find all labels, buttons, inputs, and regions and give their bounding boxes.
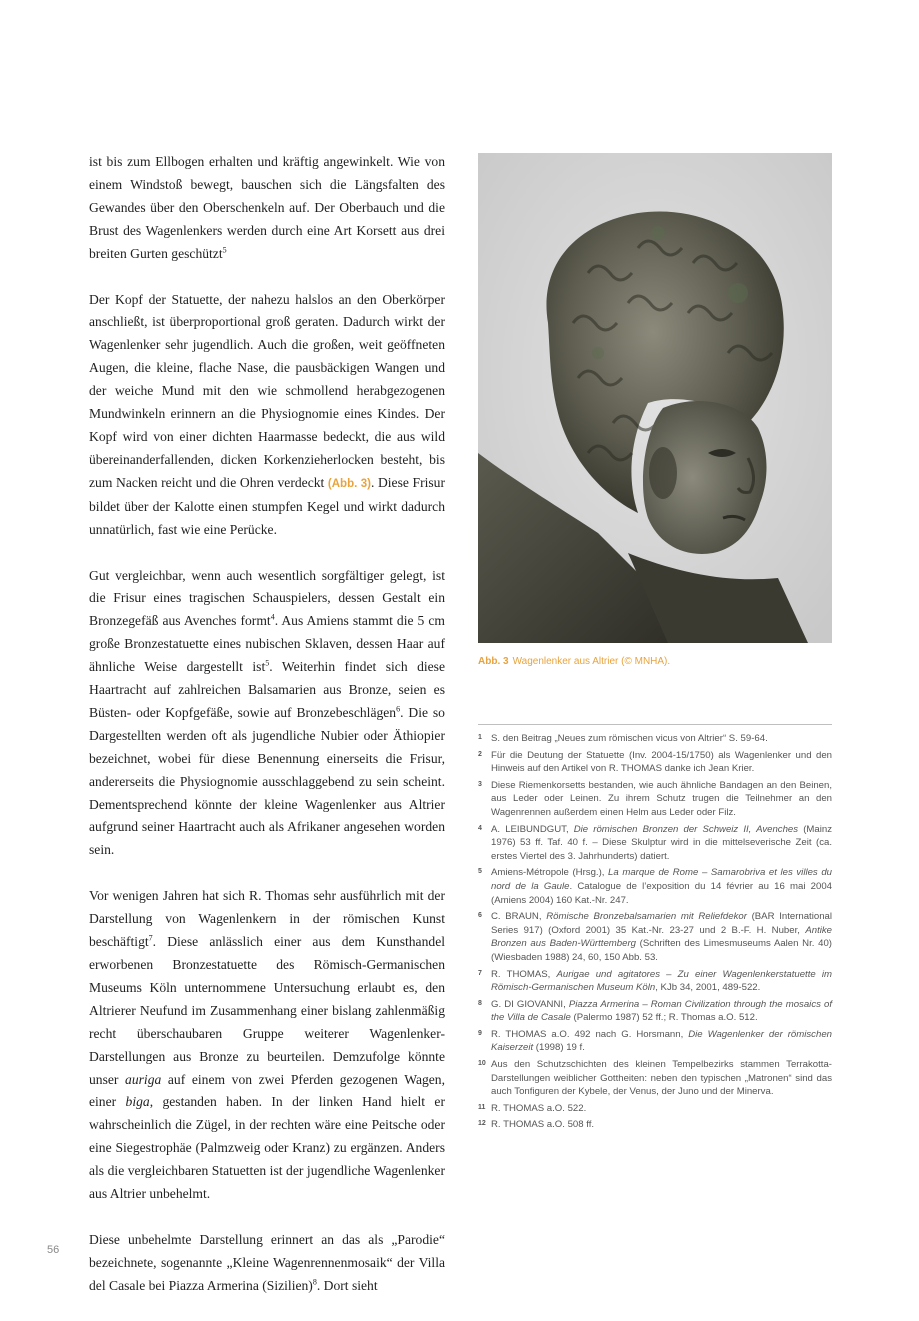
footnote-item: 9 R. THOMAS a.O. 492 nach G. Horsmann, Die Wagenlenker der römischen Kaiserzeit (1998) 19 f. (478, 1028, 832, 1054)
footnote-item: 4 A. LEIBUNDGUT, Die römischen Bronzen der Schweiz II, Avenches (Mainz 1976) 53 ff. Taf. 40 f. – Diese Skulptur wird in die mittelseverische Zeit (ca. erstes Viertel des 3. Jahrhunderts) datiert. (478, 823, 832, 862)
figure-ref-link[interactable]: (Abb. 3) (327, 477, 371, 490)
paragraph-2: Der Kopf der Statuette, der nahezu halslos an den Oberkörper anschließt, ist überproportional groß geraten. Dadurch wirkt der Wagenlenker sehr jugendlich. Auch die großen, weit geöffneten Augen, die kleine, flache Nase, die pausbäckigen Wangen und der weiche Mund mit den wie schmollend herabgezogenen Mundwinkeln erinnern an die Physiognomie eines Kindes. Der Kopf wird von einer dichten Haarmasse bedeckt, die aus wild übereinanderfallenden, dicken Korkenzieherlocken besteht, bis zum Nacken reicht und die Ohren verdeckt (Abb. 3). Diese Frisur bildet über der Kalotte einen stumpfen Kegel und wirkt dadurch unnatürlich, fast wie eine Perücke. (89, 291, 445, 537)
figure-photo-charioteer (478, 153, 832, 643)
footnote-ref[interactable]: 4 (270, 612, 275, 622)
footnote-ref[interactable]: 5 (265, 658, 270, 668)
footnote-item: 7 R. THOMAS, Aurigae und agitatores – Zu einer Wagenlenkerstatuette im Römisch-Germanischen Museum Köln, KJb 34, 2001, 489-522. (478, 968, 832, 994)
footnote-ref[interactable]: 5 (222, 245, 227, 255)
paragraph-3: Gut vergleichbar, wenn auch wesentlich sorgfältiger gelegt, ist die Frisur eines tragischen Schauspielers, dessen Gestalt ein Bronzegefäß aus Avenches formt$^4$. Aus Amiens stammt die 5 cm große Bronzestatuette eines nubischen Sklaven, dessen Haar auf ähnliche Weise dargestellt ist$^5$. Weiterhin findet sich diese Haartracht auf zahlreichen Balsamarien aus Bronze, seien es Büsten- oder Kopfgefäße, sowie auf Bronzebeschlägen$^6$. Die so Dargestellten werden oft als jugendliche Nubier oder Äthiopier bezeichnet, wobei für diese Benennung einerseits die Frisur, andererseits die Physiognomie ausschlaggebend zu sein scheint. Dementsprechend könnte der kleine Wagenlenker aus Altrier aufgrund seiner Haartracht auch als Afrikaner angesehen worden sein. (89, 567, 445, 858)
footnote-item: 11 R. THOMAS a.O. 522. (478, 1102, 587, 1114)
page-number: 56 (47, 1244, 60, 1256)
paragraph-1: ist bis zum Ellbogen erhalten und kräftig angewinkelt. Wie von einem Windstoß bewegt, bauschen sich die Längsfalten des Gewandes über den Oberschenkeln auf. Der Oberbauch und die Brust des Wagenlenkers werden durch eine Art Korsett aus drei breiten Gurten geschützt$^5$ (89, 154, 445, 261)
footnote-ref[interactable]: 7 (148, 933, 153, 943)
figure-caption-text: Wagenlenker aus Altrier (© MNHA). (512, 656, 671, 667)
paragraph-4: Vor wenigen Jahren hat sich R. Thomas sehr ausführlich mit der Darstellung von Wagenlenkern in der römischen Kunst beschäftigt$^7$. Diese anlässlich einer aus dem Kunsthandel erworbenen Bronzestatuette des Römisch-Germanischen Museums Köln unternommene Untersuchung erlaubt es, den Altrierer Neufund im Zusammenhang einer bislang zahlenmäßig recht überschaubaren Gruppe weiterer Wagenlenker-Darstellungen aus Bronze zu beurteilen. Demzufolge könnte unser auriga auf einem von zwei Pferden gezogenen Wagen, einer biga, gestanden haben. In der linken Hand hielt er wahrscheinlich die Zügel, in der rechten wäre eine Peitsche oder eine Siegestrophäe (Palmzweig oder Kranz) zu ergänzen. Anders als die vergleichbaren Statuetten ist der jugendliche Wagenlenker aus Altrier unbehelmt. (89, 888, 445, 1202)
footnote-item: 5 Amiens-Métropole (Hrsg.), La marque de Rome – Samarobriva et les villes du nord de la Gaule. Catalogue de l’exposition du 14 février au 16 mai 2004 (Amiens 2004) 160 Kat.-Nr. 247. (478, 867, 833, 906)
footnote-item: 8 G. DI GIOVANNI, Piazza Armerina – Roman Civilization through the mosaics of the Villa de Casale (Palermo 1987) 52 ff.; R. Thomas a.O. 512. (478, 998, 832, 1024)
footnote-item: 2 Für die Deutung der Statuette (Inv. 2004-15/1750) als Wagenlenker und den Hinweis auf den Artikel von R. THOMAS danke ich Jean Krier. (478, 749, 832, 775)
footnote-item: 12 R. THOMAS a.O. 508 ff. (478, 1119, 595, 1131)
footnote-item: 6 C. BRAUN, Römische Bronzebalsamarien mit Reliefdekor (BAR International Series 917) (Oxford 2001) 35 Kat.-Nr. 23-27 und 2 B.-F. H. Nuber, Antike Bronzen aus Baden-Württemberg (Schriften des Limesmuseums Aalen Nr. 40) (Wiesbaden 1988) 24, 60, 150 Abb. 53. (478, 911, 832, 963)
footnotes-list (478, 732, 832, 1135)
paragraph-5: Diese unbehelmte Darstellung erinnert an das als „Parodie“ bezeichnete, sogenannte „Kleine Wagenrennenmosaik“ der Villa del Casale bei Piazza Armerina (Sizilien)$^8$. Dort sieht (89, 1231, 445, 1293)
footnote-ref[interactable]: 6 (396, 704, 401, 714)
main-text-column (89, 151, 445, 1321)
footnote-item: 10 Aus den Schutzschichten des kleinen Tempelbezirks stammen Terrakotta-Darstellungen weiblicher Gottheiten: neben den typischen „Matronen“ sind das auch Tonfiguren der Kybele, der Venus, der Juno und der Minerva. (478, 1059, 832, 1098)
bronze-head-illustration (478, 153, 832, 643)
figure-label: Abb. 3 (478, 656, 509, 667)
footnote-item: 3 Diese Riemenkorsetts bestanden, wie auch ähnliche Bandagen an den Beinen, aus Leder oder Leinen. Zu ihrem Schutz trugen die Teilnehmer an den Wagenrennen außerdem einen Helm aus Leder oder Filz. (478, 779, 832, 818)
footnotes-divider (478, 724, 832, 725)
footnote-item: 1 S. den Beitrag „Neues zum römischen vicus von Altrier“ S. 59-64. (478, 733, 768, 744)
footnote-ref[interactable]: 8 (312, 1277, 317, 1287)
figure-caption (478, 656, 832, 667)
